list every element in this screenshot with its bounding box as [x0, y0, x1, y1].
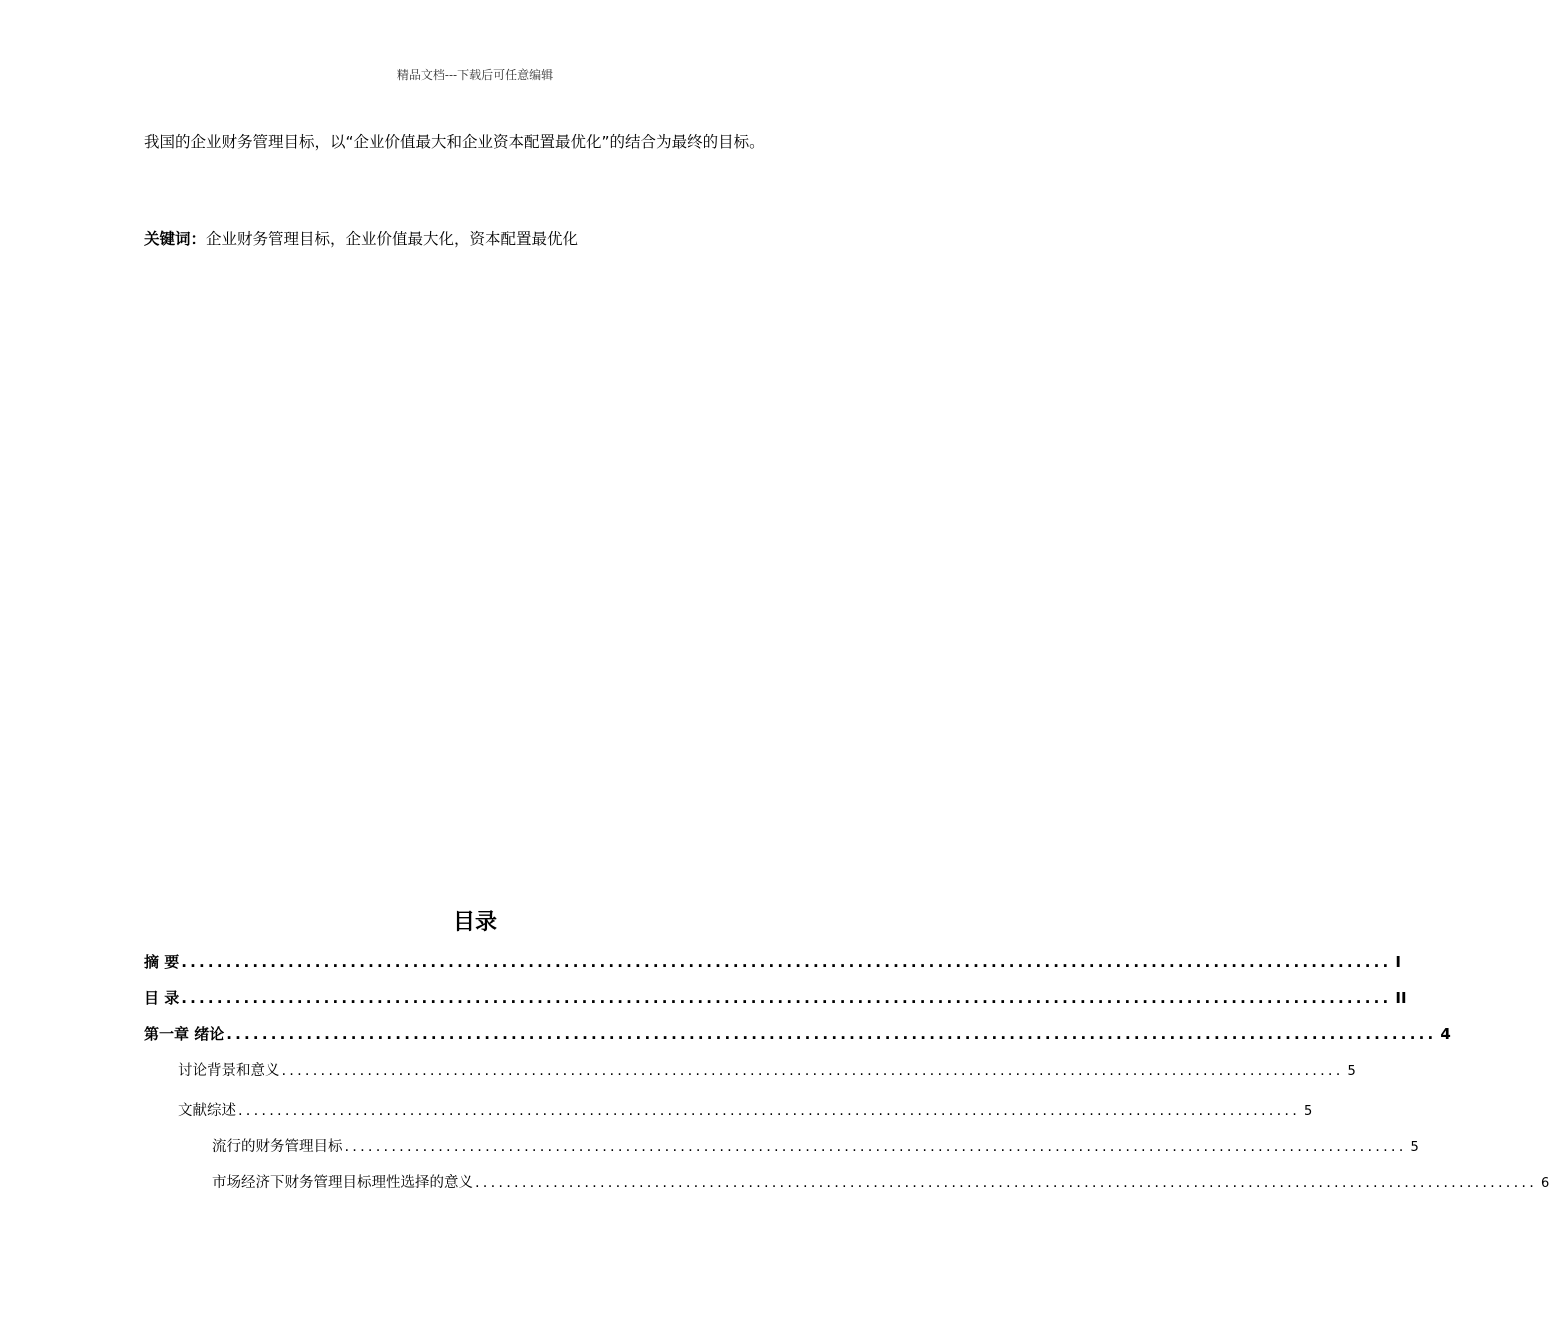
abstract-paragraph: 我国的企业财务管理目标，以“企业价值最大和企业资本配置最优化”的结合为最终的目标。	[144, 133, 765, 151]
toc-entry-page: I	[1395, 953, 1401, 971]
keywords-line	[144, 226, 809, 252]
page-header: 精品文档---下载后可任意编辑	[396, 68, 554, 82]
toc-leader: ........................................................................................................................................	[226, 1025, 1437, 1043]
toc-entry[interactable]	[144, 951, 1401, 972]
toc-entry-title: 第一章 绪论	[144, 1025, 225, 1043]
toc-leader: ........................................................................................................................................	[181, 989, 1392, 1007]
toc-entry[interactable]	[144, 987, 1407, 1008]
toc-entry[interactable]	[178, 1059, 1356, 1080]
toc-leader: ........................................................................................................................................	[475, 1175, 1538, 1191]
toc-entry-title: 讨论背景和意义	[178, 1063, 280, 1079]
toc-entry-page: 5	[1410, 1140, 1419, 1155]
toc-entry-title: 摘 要	[144, 953, 180, 971]
keywords-text: 企业财务管理目标，企业价值最大化，资本配置最优化	[206, 230, 579, 248]
toc-entry-title: 流行的财务管理目标	[212, 1139, 343, 1155]
toc-entry-page: 4	[1440, 1025, 1451, 1043]
toc-leader: ........................................................................................................................................	[238, 1103, 1301, 1119]
toc-entry-page: 5	[1304, 1104, 1313, 1119]
toc-entry[interactable]	[178, 1099, 1313, 1120]
toc-title: 目录	[452, 910, 497, 935]
toc-leader: ........................................................................................................................................	[344, 1139, 1407, 1155]
toc-leader: ........................................................................................................................................	[281, 1063, 1344, 1079]
toc-entry-page: 6	[1541, 1176, 1549, 1191]
toc-entry-page: II	[1395, 989, 1407, 1007]
toc-entry-title: 文献综述	[178, 1103, 236, 1119]
toc-leader: ........................................................................................................................................	[181, 953, 1392, 971]
toc-entry[interactable]	[212, 1135, 1419, 1156]
toc-entry-title: 目 录	[144, 989, 180, 1007]
toc-entry[interactable]	[212, 1171, 1549, 1192]
toc-entry[interactable]	[144, 1023, 1451, 1044]
toc-entry-title: 市场经济下财务管理目标理性选择的意义	[212, 1175, 473, 1191]
toc-entry-page: 5	[1347, 1064, 1356, 1079]
keywords-label: 关键词：	[144, 230, 207, 248]
